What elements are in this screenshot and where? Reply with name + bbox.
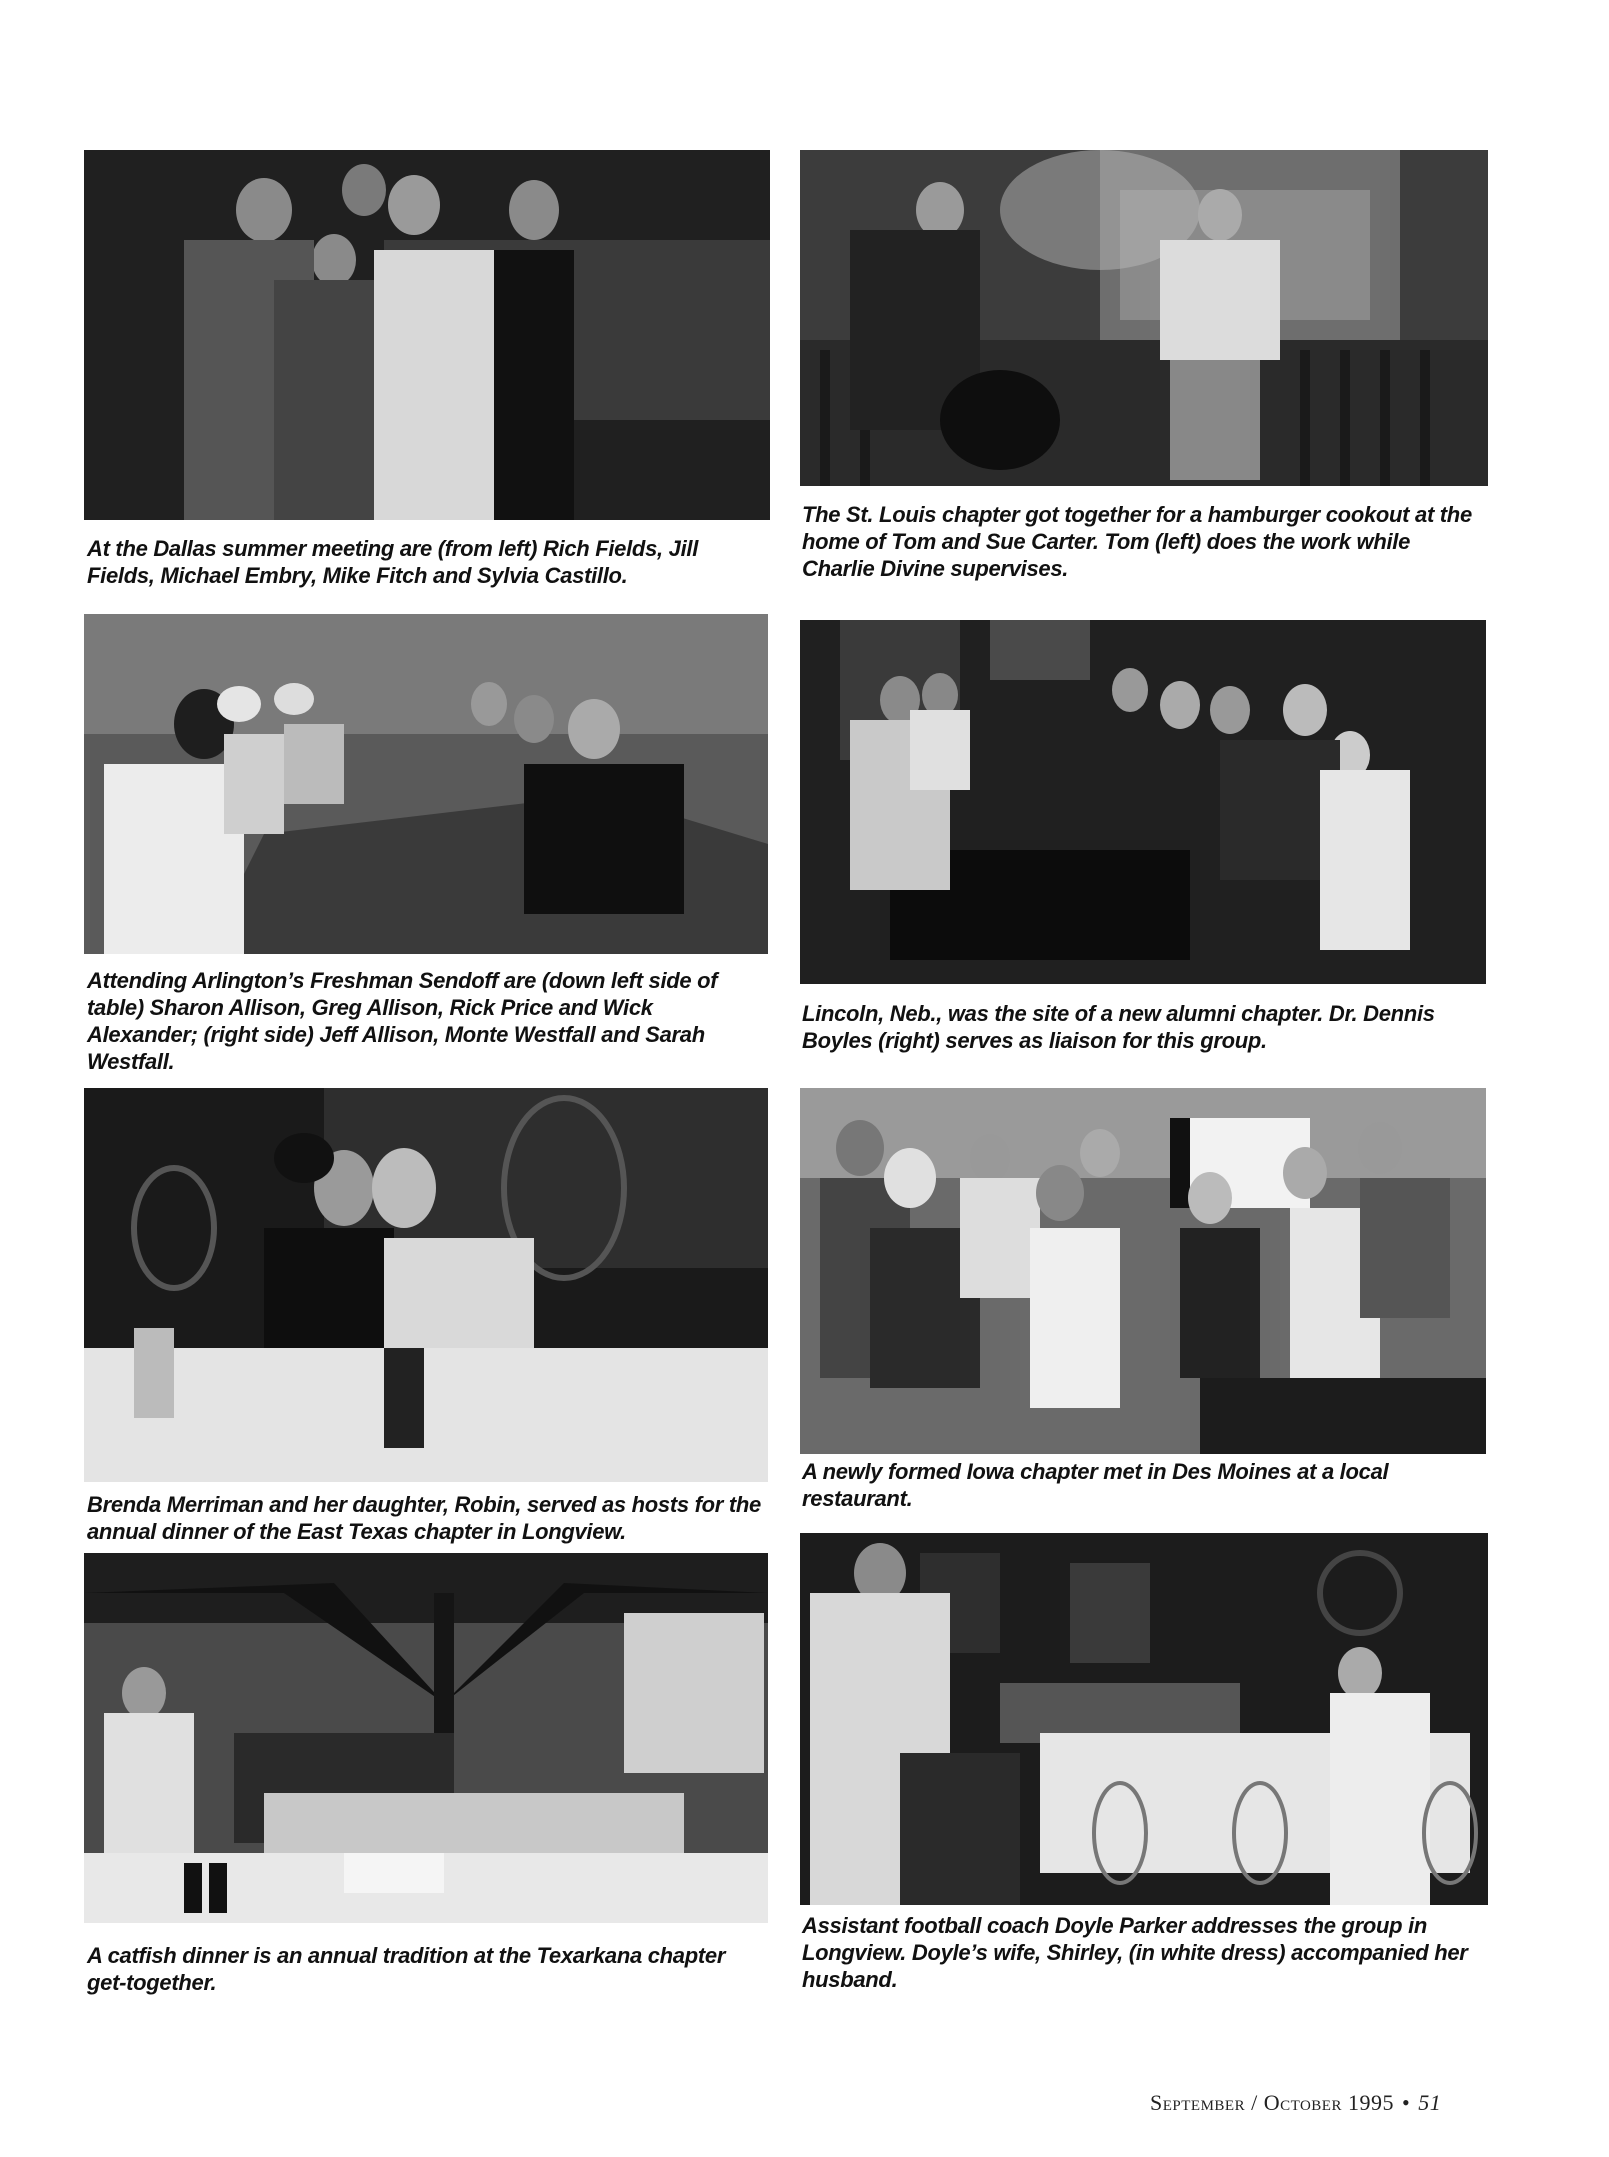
restaurant-group-image xyxy=(800,620,1486,984)
speaker-at-podium-image xyxy=(800,1533,1488,1905)
caption-iowa: A newly formed Iowa chapter met in Des Moines at a local restaurant. xyxy=(802,1459,1389,1511)
photo-arlington-sendoff xyxy=(84,614,768,954)
page-footer xyxy=(1150,2090,1441,2116)
photo-east-texas-dinner xyxy=(84,1088,768,1482)
issue-date: September / October 1995 xyxy=(1150,2090,1394,2115)
cookout-on-deck-image xyxy=(800,150,1488,486)
group-under-welcome-sign-image xyxy=(800,1088,1486,1454)
photo-iowa-chapter xyxy=(800,1088,1486,1454)
caption-longview: Assistant football coach Doyle Parker addresses the group in Longview. Doyle’s wife, Shirley, (in white dress) accompanied her husband. xyxy=(802,1913,1468,1992)
caption-arlington: Attending Arlington’s Freshman Sendoff are (down left side of table) Sharon Allison, Greg Allison, Rick Price and Wick Alexander; (right side) Jeff Allison, Monte Westfall and Sarah Westfall. xyxy=(87,968,718,1074)
photo-st-louis-cookout xyxy=(800,150,1488,486)
two-women-at-table-image xyxy=(84,1088,768,1482)
caption-st-louis: The St. Louis chapter got together for a hamburger cookout at the home of Tom and Sue Carter. Tom (left) does the work while Charlie Divine supervises. xyxy=(802,502,1472,581)
footer-separator: • xyxy=(1401,2090,1411,2115)
page-number: 51 xyxy=(1418,2090,1442,2115)
outdoor-pavilion-dinner-image xyxy=(84,1553,768,1923)
caption-lincoln: Lincoln, Neb., was the site of a new alumni chapter. Dr. Dennis Boyles (right) serves as liaison for this group. xyxy=(802,1001,1435,1053)
caption-east-texas: Brenda Merriman and her daughter, Robin, served as hosts for the annual dinner of the East Texas chapter in Longview. xyxy=(87,1492,761,1544)
photo-dallas-summer-meeting xyxy=(84,150,770,520)
picnic-table-group-image xyxy=(84,614,768,954)
photo-longview-coach-speech xyxy=(800,1533,1488,1905)
photo-texarkana-catfish-dinner xyxy=(84,1553,768,1923)
caption-texarkana: A catfish dinner is an annual tradition at the Texarkana chapter get-together. xyxy=(87,1943,726,1995)
photo-lincoln-chapter xyxy=(800,620,1486,984)
caption-dallas: At the Dallas summer meeting are (from left) Rich Fields, Jill Fields, Michael Embry, Mike Fitch and Sylvia Castillo. xyxy=(87,536,699,588)
group-of-five-people-image xyxy=(84,150,770,520)
